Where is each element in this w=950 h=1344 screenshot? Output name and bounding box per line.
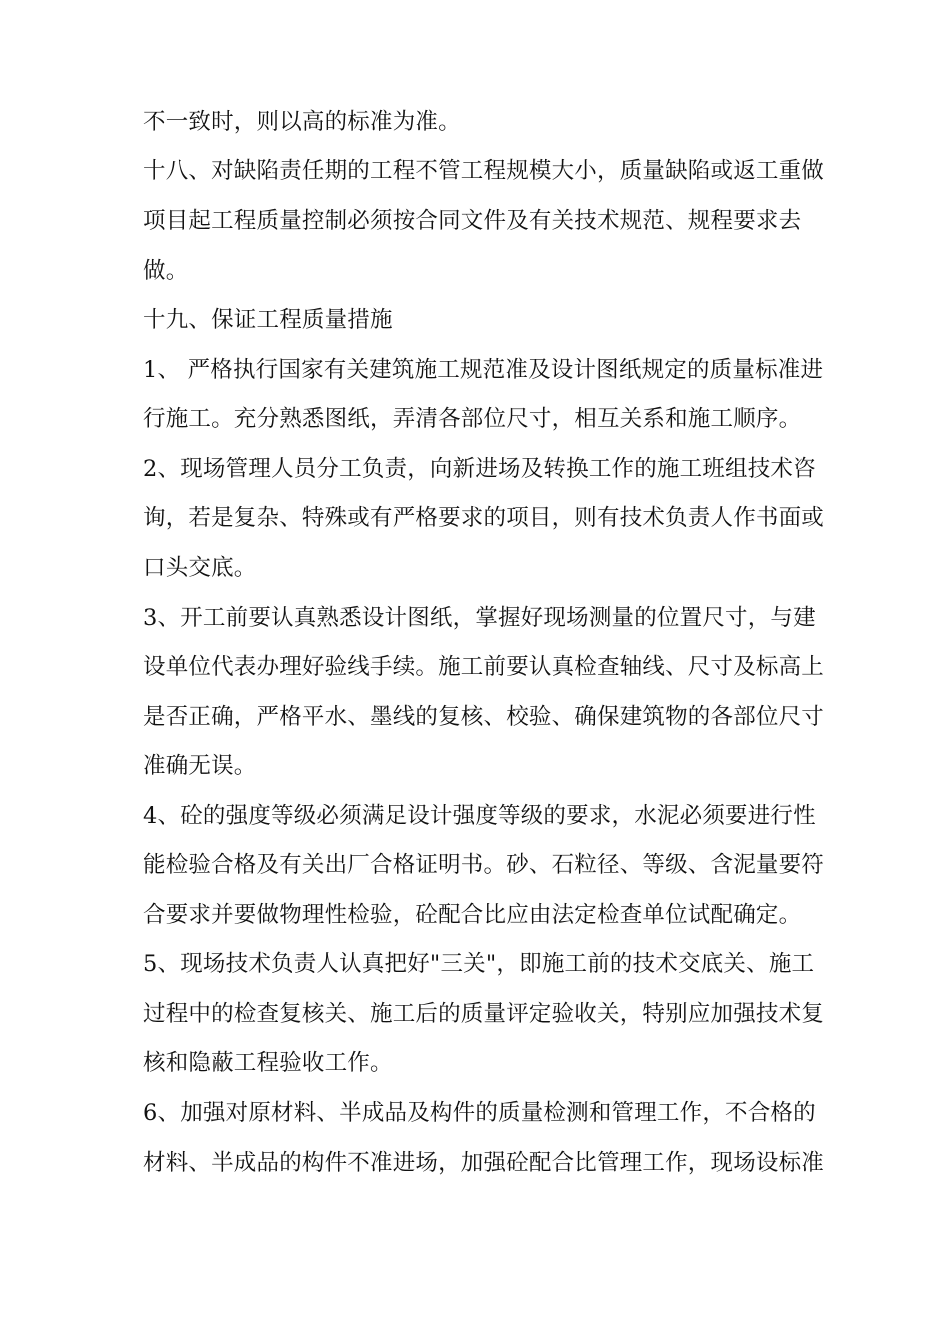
- text-line: 口头交底。: [143, 555, 257, 581]
- text-line: 6、加强对原材料、半成品及构件的质量检测和管理工作，不合格的: [143, 1100, 816, 1126]
- text-line: 合要求并要做物理性检验，砼配合比应由法定检查单位试配确定。: [143, 902, 802, 928]
- text-line: 行施工。充分熟悉图纸，弄清各部位尺寸，相互关系和施工顺序。: [143, 406, 802, 432]
- text-line: 准确无误。: [143, 753, 257, 779]
- text-line: 1、 严格执行国家有关建筑施工规范准及设计图纸规定的质量标准进: [143, 357, 824, 383]
- text-line: 2、现场管理人员分工负责，向新进场及转换工作的施工班组技术咨: [143, 456, 816, 482]
- text-line: 不一致时，则以高的标准为准。: [143, 109, 461, 135]
- text-line: 是否正确，严格平水、墨线的复核、校验、确保建筑物的各部位尺寸: [143, 704, 825, 730]
- text-line: 做。: [143, 258, 189, 284]
- text-line: 4、砼的强度等级必须满足设计强度等级的要求，水泥必须要进行性: [143, 803, 816, 829]
- text-line: 询，若是复杂、特殊或有严格要求的项目，则有技术负责人作书面或: [143, 505, 825, 531]
- text-line: 项目起工程质量控制必须按合同文件及有关技术规范、规程要求去: [143, 208, 802, 234]
- text-line: 5、现场技术负责人认真把好"三关"，即施工前的技术交底关、施工: [143, 951, 815, 977]
- text-line: 过程中的检查复核关、施工后的质量评定验收关，特别应加强技术复: [143, 1001, 825, 1027]
- text-line: 3、开工前要认真熟悉设计图纸，掌握好现场测量的位置尺寸，与建: [143, 605, 816, 631]
- text-line: 材料、半成品的构件不准进场，加强砼配合比管理工作，现场设标准: [143, 1150, 825, 1176]
- text-line: 十九、保证工程质量措施: [143, 307, 393, 333]
- text-line: 设单位代表办理好验线手续。施工前要认真检查轴线、尺寸及标高上: [143, 654, 825, 680]
- text-line: 能检验合格及有关出厂合格证明书。砂、石粒径、等级、含泥量要符: [143, 852, 825, 878]
- text-line: 核和隐蔽工程验收工作。: [143, 1050, 393, 1076]
- text-line: 十八、对缺陷责任期的工程不管工程规模大小，质量缺陷或返工重做: [143, 158, 825, 184]
